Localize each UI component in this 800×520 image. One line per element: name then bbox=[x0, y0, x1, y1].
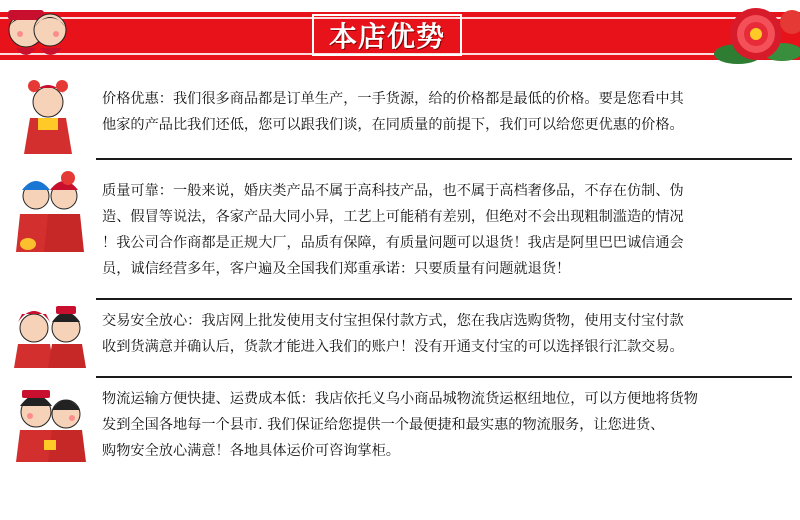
banner-title: 本店优势 bbox=[328, 20, 445, 53]
bride-groom-icon bbox=[8, 384, 92, 464]
advantage-section-quality bbox=[0, 170, 800, 290]
bride-groom-icon bbox=[8, 76, 88, 156]
advantage-section-price bbox=[0, 76, 800, 146]
banner-title-box bbox=[312, 14, 462, 56]
section-divider bbox=[96, 376, 792, 378]
advantage-text-quality: 质量可靠：一般来说，婚庆类产品不属于高科技产品，也不属于高档奢侈品，不存在仿制、伪 造、假冒等说法，各家产品大同小异，工艺上可能稍有差别，但绝对不会出现粗制滥造的情况 ！我公司合作商都是正规大厂，品质有保障，有质量问题可以退货！我店是阿里巴巴诚信通会 员，诚信经营多年，客户遍及全国我们郑重承诺：只要质量有问题就退货！ bbox=[102, 183, 684, 277]
bride-groom-icon bbox=[8, 170, 90, 256]
bride-groom-icon bbox=[8, 298, 92, 368]
advantage-text-security: 交易安全放心：我店网上批发使用支付宝担保付款方式，您在我店选购货物，使用支付宝付款 收到货满意并确认后，货款才能进入我们的账户！没有开通支付宝的可以选择银行汇款交易。 bbox=[102, 313, 684, 355]
advantage-text-price: 价格优惠：我们很多商品都是订单生产，一手货源，给的价格都是最低的价格。要是您看中其 他家的产品比我们还低，您可以跟我们谈，在同质量的前提下，我们可以给您更优惠的价格。 bbox=[102, 91, 684, 133]
advantage-section-security bbox=[0, 298, 800, 370]
advantage-text-logistics: 物流运输方便快捷、运费成本低：我店依托义乌小商品城物流货运枢纽地位，可以方便地将货物 发到全国各地每一个县市. 我们保证给您提供一个最便捷和最实惠的物流服务，让您进货、 购物安全放心满意！各地具体运价可咨询掌柜。 bbox=[102, 391, 698, 459]
section-divider bbox=[96, 158, 792, 160]
banner-header bbox=[0, 0, 800, 70]
peony-flower-icon bbox=[708, 4, 800, 68]
advantage-section-logistics bbox=[0, 384, 800, 480]
couple-cartoon-icon bbox=[4, 0, 74, 64]
